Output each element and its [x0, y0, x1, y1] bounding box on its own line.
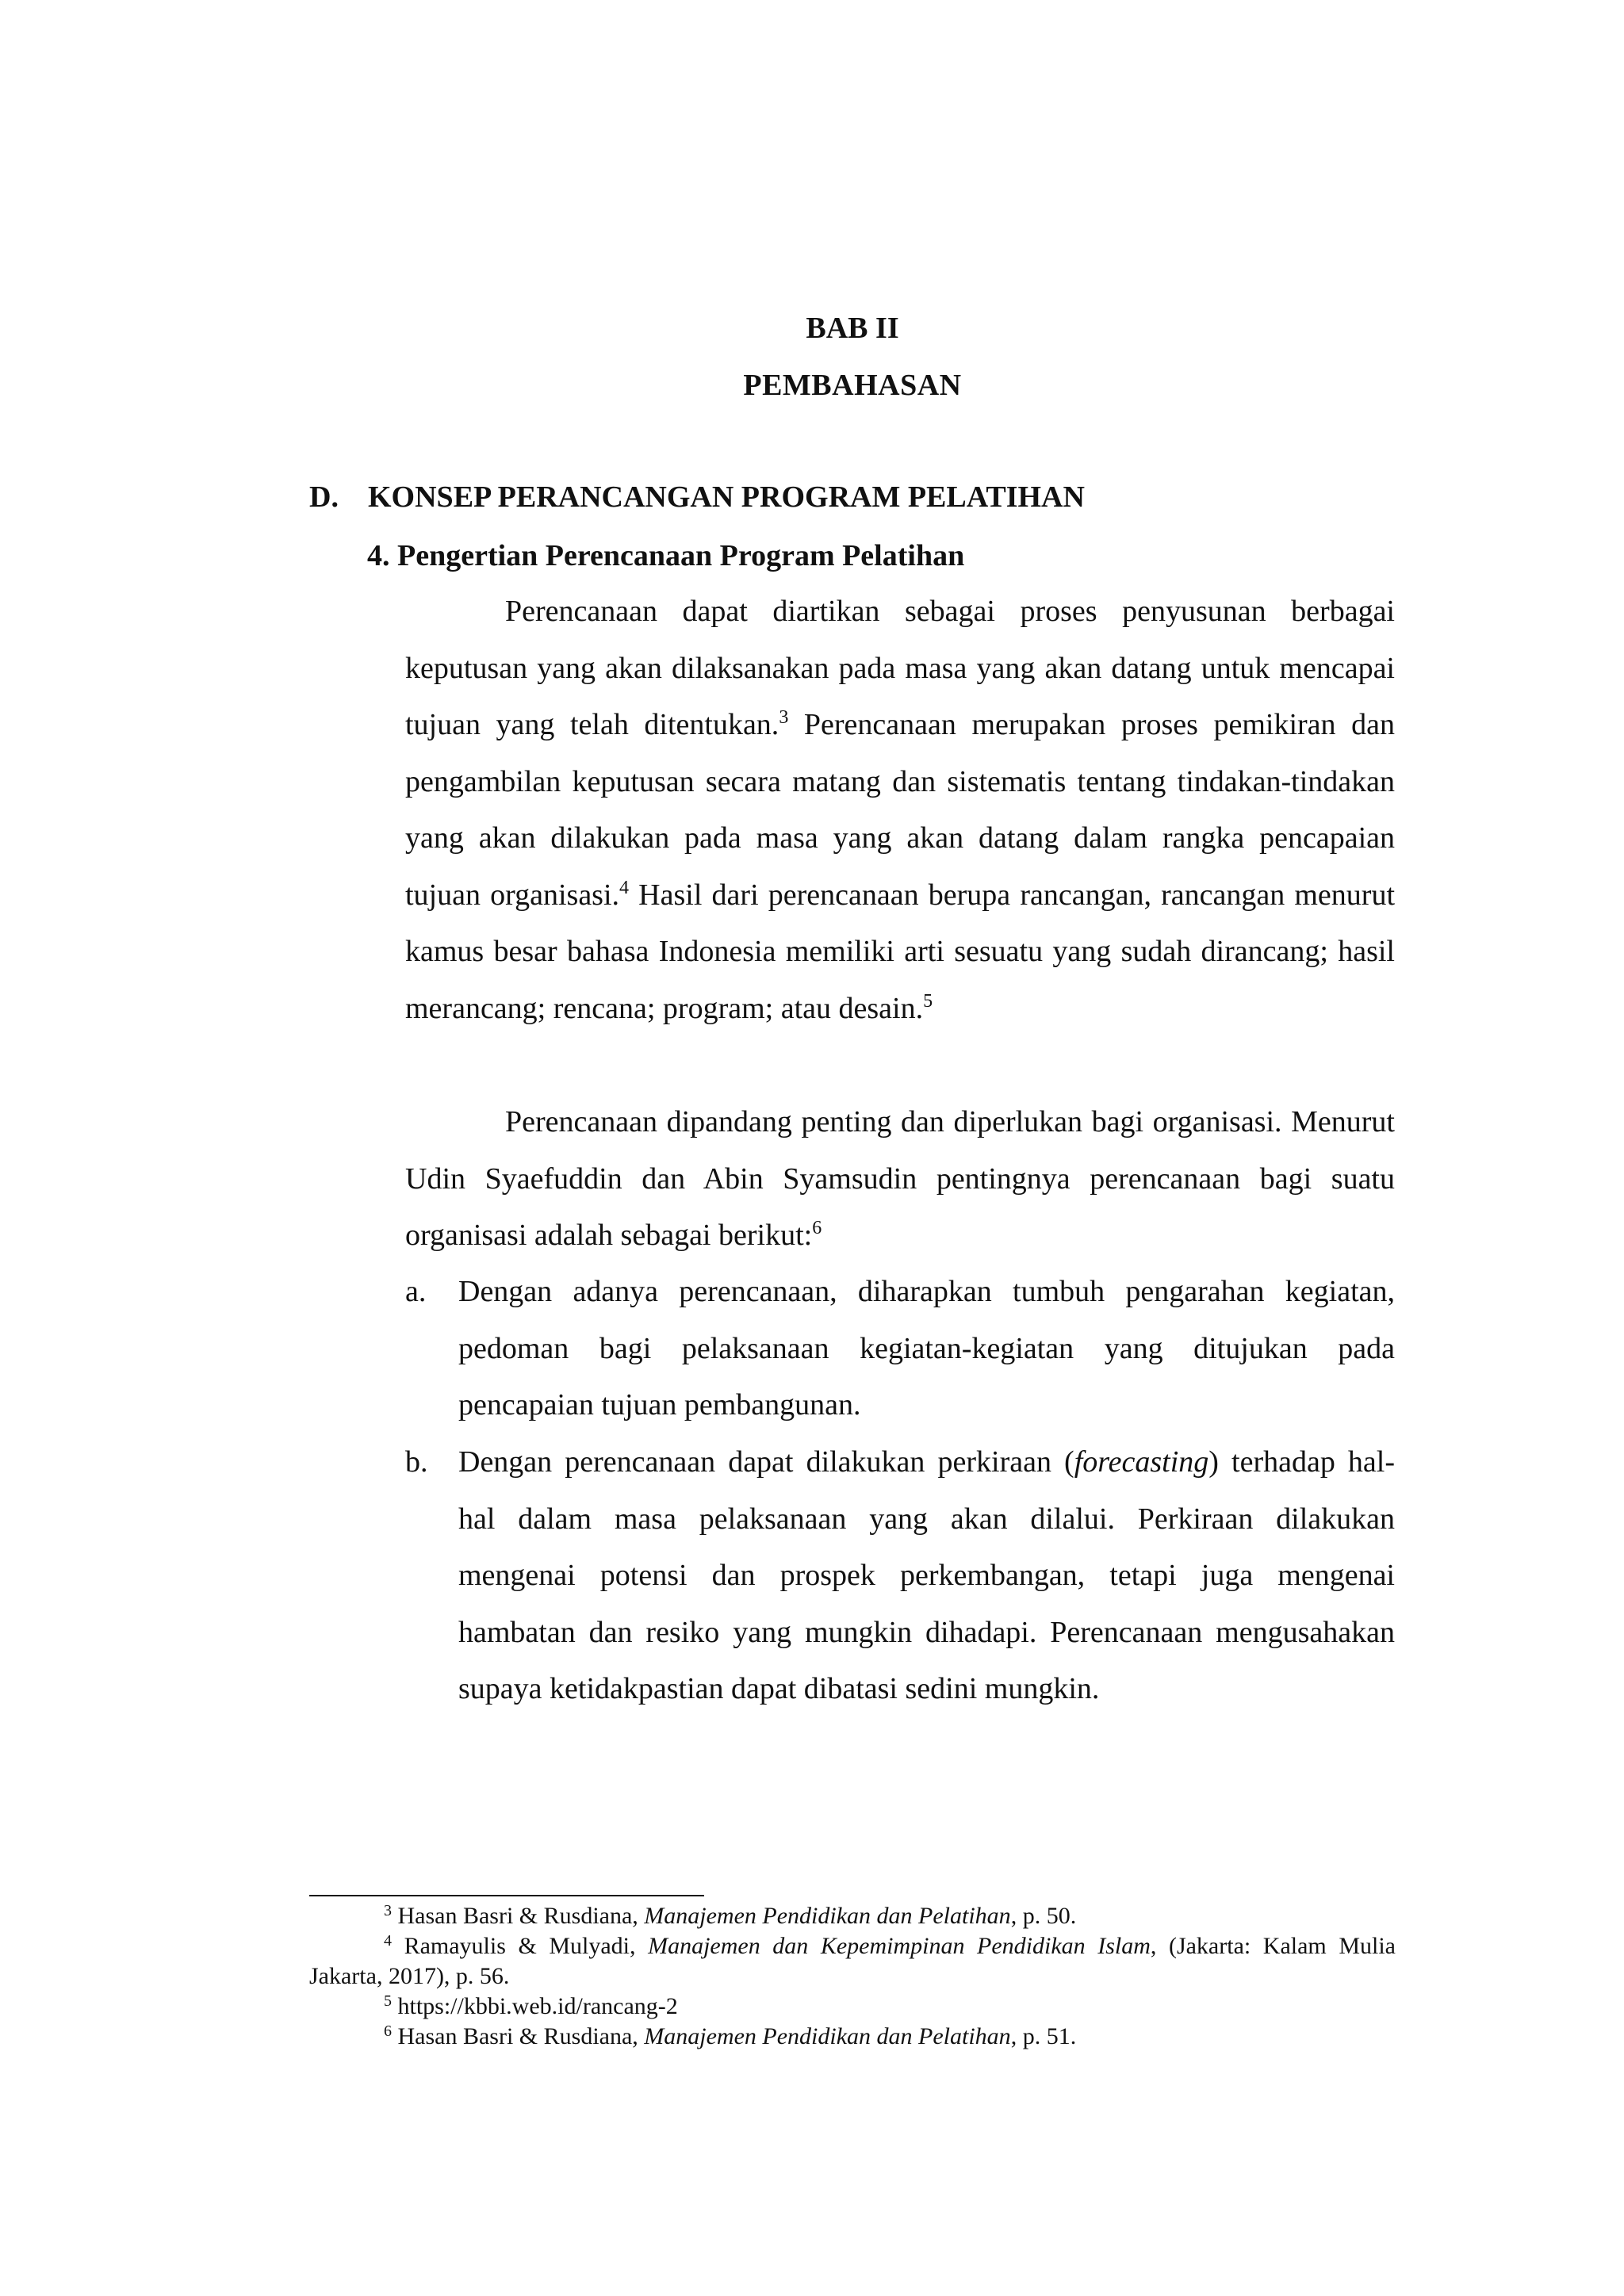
footnote-ref-5: 5	[923, 990, 933, 1012]
paragraph-2-body: Perencanaan dipandang penting dan diperlukan bagi organisasi. Menurut Udin Syaefuddin dan Abin Syamsudin pentingnya perencanaan bagi suatu organisasi adalah sebagai berikut:	[405, 1105, 1395, 1252]
paragraph-2	[405, 1094, 1395, 1265]
footnote-number: 6	[384, 2022, 392, 2040]
section-heading	[309, 478, 1085, 516]
footnote-text: Hasan Basri & Rusdiana,	[392, 2023, 645, 2049]
footnote-italic: Manajemen Pendidikan dan Pelatihan	[644, 1903, 1011, 1929]
footnote-text-after: , (Jakarta: Kalam Mulia Jakarta, 2017), p. 56.	[309, 1933, 1396, 1989]
paragraph-1-sentence-1: Perencanaan dapat diartikan sebagai proses penyusunan berbagai keputusan yang akan dilaksanakan pada masa yang akan datang untuk mencapai tujuan yang telah ditentukan.	[405, 595, 1395, 741]
footnote-text: Ramayulis & Mulyadi,	[392, 1933, 649, 1959]
footnote-ref-6: 6	[812, 1218, 822, 1238]
list-text-b-italic: forecasting	[1074, 1445, 1209, 1479]
section-title: KONSEP PERANCANGAN PROGRAM PELATIHAN	[368, 480, 1085, 514]
list-item-a	[405, 1264, 1395, 1434]
list-item-b	[405, 1434, 1395, 1718]
list-item	[405, 1264, 1395, 1434]
list-text-a: Dengan adanya perencanaan, diharapkan tumbuh pengarahan kegiatan, pedoman bagi pelaksanaan kegiatan-kegiatan yang ditujukan pada pencapaian tujuan pembangunan.	[458, 1275, 1395, 1422]
list-item	[405, 1434, 1395, 1718]
chapter-subtitle: PEMBAHASAN	[743, 369, 962, 402]
footnote-text: Hasan Basri & Rusdiana,	[392, 1903, 645, 1929]
list-text-b-after: ) terhadap hal-hal dalam masa pelaksanaan yang akan dilalui. Perkiraan dilakukan mengenai potensi dan prospek perkembangan, tetapi juga mengenai hambatan dan resiko yang mungkin dihadapi. Perencanaan mengusahakan supaya ketidakpastian dapat dibatasi sedini mungkin.	[458, 1445, 1395, 1705]
list-marker-a: a.	[405, 1275, 427, 1308]
paragraph-1	[405, 584, 1395, 1037]
subsection-heading: 4. Pengertian Perencanaan Program Pelatihan	[367, 539, 965, 572]
list-text-b-before: Dengan perencanaan dapat dilakukan perkiraan (	[458, 1445, 1074, 1479]
footnote-number: 5	[384, 1992, 392, 2010]
list-marker-b: b.	[405, 1445, 428, 1479]
footnote-ref-4: 4	[619, 877, 630, 898]
footnote-4	[309, 1931, 1396, 1992]
list-text-b	[458, 1445, 1395, 1705]
footnotes	[309, 1901, 1396, 2052]
footnote-divider	[309, 1895, 704, 1896]
paragraph-1-text	[405, 584, 1395, 1037]
footnote-text-after: , p. 50.	[1010, 1903, 1077, 1929]
footnote-number: 4	[384, 1932, 392, 1950]
footnote-5	[309, 1992, 1396, 2022]
paragraph-2-text	[405, 1094, 1395, 1265]
section-label: D.	[309, 480, 339, 514]
paragraph-1-sentence-3: Hasil dari perencanaan berupa rancangan, rancangan menurut kamus besar bahasa Indonesia memiliki arti sesuatu yang sudah dirancang; hasil merancang; rencana; program; atau desain.	[405, 878, 1395, 1025]
paragraph-1-sentence-2: Perencanaan merupakan proses pemikiran dan pengambilan keputusan secara matang dan sistematis tentang tindakan-tindakan yang akan dilakukan pada masa yang akan datang dalam rangka pencapaian tujuan organisasi.	[405, 708, 1395, 912]
footnote-italic: Manajemen Pendidikan dan Pelatihan	[644, 2023, 1011, 2049]
footnote-3	[309, 1901, 1396, 1931]
footnote-link: https://kbbi.web.id/rancang-2	[392, 1993, 678, 2019]
footnote-number: 3	[384, 1902, 392, 1919]
footnote-ref-3: 3	[779, 707, 789, 728]
footnote-6	[309, 2022, 1396, 2052]
chapter-title: BAB II	[806, 312, 899, 345]
footnote-text-after: , p. 51.	[1010, 2023, 1077, 2049]
footnote-italic: Manajemen dan Kepemimpinan Pendidikan Islam	[648, 1933, 1151, 1959]
